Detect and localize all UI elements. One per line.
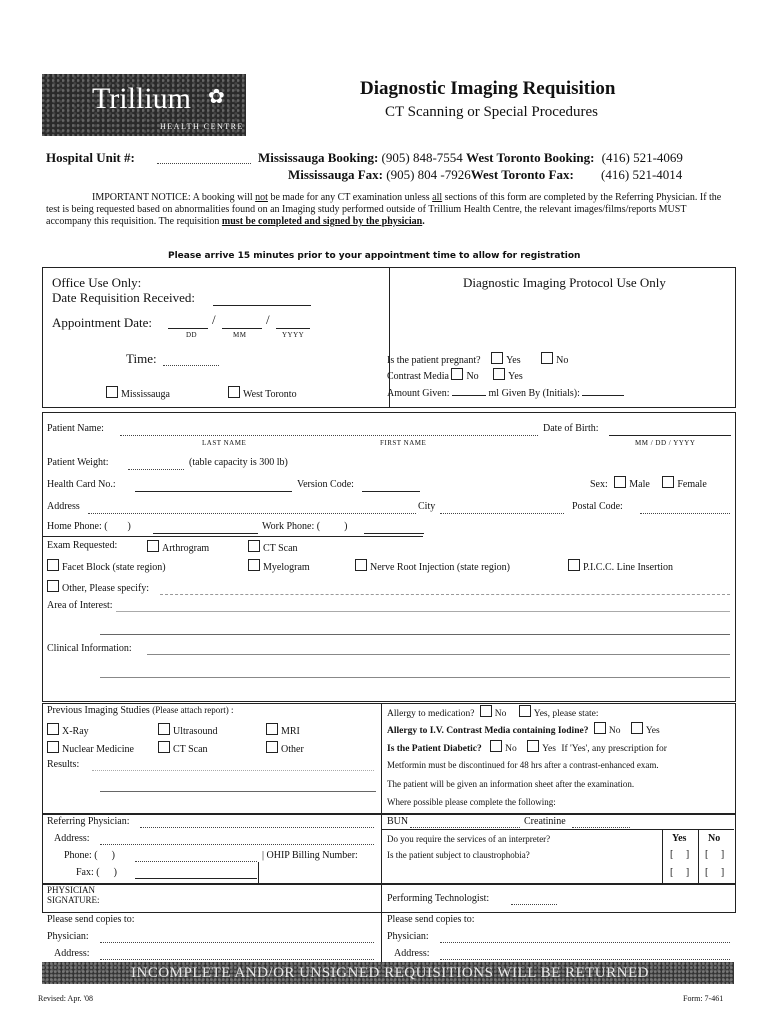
info-sheet-note: The patient will be given an information sheet after the examination. <box>387 779 635 789</box>
postal-label: Postal Code: <box>572 501 623 512</box>
ohip-label: | OHIP Billing Number: <box>262 850 358 861</box>
diabetic-tail: If 'Yes', any prescription for <box>561 744 667 754</box>
copies-right-physician: Physician: <box>387 931 429 942</box>
health-card-label: Health Card No.: <box>47 479 116 490</box>
yesno-col-divider-2 <box>698 829 699 883</box>
date-received-label: Date Requisition Received: <box>52 290 195 305</box>
ohip-text: OHIP Billing Number: <box>266 850 358 861</box>
contrast-label: Contrast Media <box>387 371 449 382</box>
dd-caption: DD <box>186 331 198 339</box>
prev-ultrasound[interactable] <box>158 723 217 737</box>
hospital-unit-field[interactable] <box>157 150 251 164</box>
paren: ) <box>111 850 115 861</box>
city-label: City <box>418 501 436 512</box>
home-phone-label <box>47 521 131 532</box>
prev-other-label: Other <box>281 744 304 755</box>
nerve-label: Nerve Root Injection (state region) <box>370 562 510 573</box>
amount-field[interactable] <box>452 385 486 396</box>
page-title: Diagnostic Imaging Requisition <box>360 78 616 99</box>
copies-left-physician-field[interactable] <box>100 933 374 943</box>
postal-field[interactable] <box>640 502 730 514</box>
ref-phone-text: Phone: ( <box>64 850 98 861</box>
diabetic-no-checkbox[interactable] <box>490 740 502 752</box>
yes-col-header: Yes <box>672 833 687 844</box>
copies-right-address-field[interactable] <box>440 950 730 960</box>
claustro-no-mark[interactable]: [ ] <box>705 867 725 878</box>
notice-text-1: A booking will <box>190 192 256 203</box>
allergy-contrast-label: Allergy to I.V. Contrast Media containing Iodine? <box>387 726 589 736</box>
weight-note: (table capacity is 300 lb) <box>189 457 288 468</box>
yes-label: Yes <box>542 744 556 754</box>
logo-name: Trillium <box>92 82 191 115</box>
prev-ctscan-label: CT Scan <box>173 744 208 755</box>
protocol-title: Diagnostic Imaging Protocol Use Only <box>463 275 666 290</box>
wt-fax: (416) 521-4014 <box>601 167 683 182</box>
miss-fax: (905) 804 -7926 <box>386 167 471 182</box>
fax-divider <box>258 862 259 883</box>
patient-name-label: Patient Name: <box>47 423 104 434</box>
male-label: Male <box>629 479 650 490</box>
interpreter-yes-mark[interactable]: [ ] <box>670 849 690 860</box>
sex-label: Sex: <box>590 479 608 490</box>
prev-other[interactable] <box>266 741 304 755</box>
picc-label: P.I.C.C. Line Insertion <box>583 562 673 573</box>
yes-label: Yes <box>645 726 660 736</box>
miss-booking: (905) 848-7554 <box>381 150 463 165</box>
checkbox[interactable] <box>106 386 118 398</box>
ref-fax-label <box>76 867 117 878</box>
creatinine-label: Creatinine <box>524 816 566 827</box>
facet-label: Facet Block (state region) <box>62 562 166 573</box>
given-by-field[interactable] <box>582 385 624 396</box>
no-label: No <box>608 726 621 736</box>
time-label: Time: <box>126 351 157 366</box>
notice-lead: IMPORTANT NOTICE: <box>92 192 191 203</box>
prev-ctscan[interactable] <box>158 741 208 755</box>
notice-must: must be completed and signed by the physician <box>221 216 423 227</box>
work-phone-field[interactable] <box>364 522 424 534</box>
contrast-yes-checkbox[interactable] <box>493 368 505 380</box>
technologist-label: Performing Technologist: <box>387 893 490 904</box>
wt-booking-label: West Toronto Booking: <box>466 150 595 165</box>
dob-label: Date of Birth: <box>543 423 599 434</box>
previous-title <box>47 705 234 716</box>
appt-dd-field[interactable] <box>168 314 208 329</box>
exam-arthrogram[interactable] <box>147 540 209 554</box>
checkbox[interactable] <box>47 580 59 592</box>
fax-lines <box>288 167 682 183</box>
date-received-field[interactable] <box>213 291 311 306</box>
checkbox[interactable] <box>568 559 580 571</box>
slash: / <box>266 312 270 327</box>
page-subtitle: CT Scanning or Special Procedures <box>385 104 599 120</box>
time-field[interactable] <box>163 352 219 366</box>
bun-label: BUN <box>387 816 409 827</box>
diabetic-label: Is the Patient Diabetic? <box>387 744 482 754</box>
mm-caption: MM <box>233 331 247 339</box>
site-wt-label: West Toronto <box>243 389 297 400</box>
divider <box>43 536 423 537</box>
ref-phone-label <box>64 850 115 861</box>
clinical-label: Clinical Information: <box>47 643 132 654</box>
sig-line-1: PHYSICIAN <box>47 885 96 895</box>
ref-fax-text: Fax: ( <box>76 867 100 878</box>
exam-myelogram[interactable] <box>248 559 310 573</box>
booking-lines <box>258 150 683 166</box>
dob-field[interactable] <box>609 424 731 436</box>
dob-format-caption: MM / DD / YYYY <box>635 439 696 447</box>
checkbox[interactable] <box>266 741 278 753</box>
appt-date-label: Appointment Date: <box>52 315 153 330</box>
ref-address-label: Address: <box>54 833 90 844</box>
exam-other[interactable] <box>47 580 149 594</box>
checkbox[interactable] <box>355 559 367 571</box>
area-line-2 <box>100 634 730 635</box>
ctscan-label: CT Scan <box>263 543 298 554</box>
referring-label: Referring Physician: <box>47 816 130 827</box>
notice-not: not <box>255 192 268 203</box>
no-label: No <box>505 744 517 754</box>
ref-address-field[interactable] <box>100 835 374 845</box>
checkbox[interactable] <box>228 386 240 398</box>
allergy-med-yes-checkbox[interactable] <box>519 705 531 717</box>
home-phone-text: Home Phone: ( <box>47 521 108 532</box>
allergy-contrast-yes-checkbox[interactable] <box>631 722 643 734</box>
checkbox[interactable] <box>47 559 59 571</box>
miss-booking-label: Mississauga Booking: <box>258 150 379 165</box>
address-label: Address <box>47 501 80 512</box>
hospital-unit-label: Hospital Unit #: <box>46 150 135 165</box>
paren: ) <box>127 521 131 532</box>
myelogram-label: Myelogram <box>263 562 310 573</box>
xray-label: X-Ray <box>62 726 89 737</box>
weight-field[interactable] <box>128 458 184 470</box>
female-label: Female <box>677 479 707 490</box>
ref-fax-field[interactable] <box>135 869 257 879</box>
contrast-row <box>387 368 523 382</box>
notice-text-3: sections of this form are completed by the Referring Physician. If the test is being requested based on abnormalities found on an Imaging study performed outside of Trillium Health Centre, the relevant images/films/reports MUST accompany this requisition. The requisition <box>46 192 722 227</box>
first-name-caption: FIRST NAME <box>380 439 427 447</box>
bun-field[interactable] <box>410 818 520 828</box>
previous-title-text: Previous Imaging Studies <box>47 705 150 716</box>
ultrasound-label: Ultrasound <box>173 726 218 737</box>
mri-label: MRI <box>281 726 300 737</box>
wt-booking: (416) 521-4069 <box>601 150 683 165</box>
clinical-line-2 <box>100 677 730 678</box>
prev-nuclear[interactable] <box>47 741 134 755</box>
ml-label: ml <box>488 388 500 399</box>
checkbox[interactable] <box>158 723 170 735</box>
checkbox[interactable] <box>248 559 260 571</box>
important-notice <box>46 192 730 228</box>
site-miss-label: Mississauga <box>121 389 170 400</box>
yes-label: Yes <box>506 355 521 366</box>
prev-xray[interactable] <box>47 723 89 737</box>
health-card-field[interactable] <box>135 480 292 492</box>
logo-sub: HEALTH CENTRE <box>160 122 244 131</box>
interpreter-question: Do you require the services of an interpreter? <box>387 834 551 844</box>
copies-left-address-field[interactable] <box>100 950 374 960</box>
metformin-note: Metformin must be discontinued for 48 hrs after a contrast-enhanced exam. <box>387 760 659 770</box>
checkbox[interactable] <box>47 741 59 753</box>
city-field[interactable] <box>440 502 564 514</box>
diabetic-yes-checkbox[interactable] <box>527 740 539 752</box>
form-number: Form: 7-461 <box>683 994 724 1003</box>
where-possible-note: Where possible please complete the following: <box>387 797 556 807</box>
yes-label: Yes <box>508 371 523 382</box>
bun-divider <box>381 829 734 830</box>
appt-yyyy-field[interactable] <box>276 314 310 329</box>
wt-fax-label: West Toronto Fax: <box>470 167 574 182</box>
home-phone-field[interactable] <box>153 522 258 534</box>
patient-box <box>42 412 736 702</box>
other-field[interactable] <box>160 585 730 595</box>
allergy-contrast-row <box>387 722 660 736</box>
allergy-med-row <box>387 705 599 719</box>
yesno-col-divider <box>662 829 663 883</box>
sig-line-2: SIGNATURE: <box>47 895 100 905</box>
work-phone-label <box>262 521 347 532</box>
leaf-icon: ✿ <box>208 86 225 108</box>
copies-right-title: Please send copies to: <box>387 914 475 925</box>
notice-end: . <box>422 216 425 227</box>
checkbox[interactable] <box>248 540 260 552</box>
arthrogram-label: Arthrogram <box>162 543 210 554</box>
area-label: Area of Interest: <box>47 600 113 611</box>
exam-label: Exam Requested: <box>47 540 118 551</box>
checkbox[interactable] <box>158 741 170 753</box>
allergy-contrast-no-checkbox[interactable] <box>594 722 606 734</box>
last-name-caption: LAST NAME <box>202 439 247 447</box>
copies-right-physician-field[interactable] <box>440 933 730 943</box>
pregnant-label: Is the patient pregnant? <box>387 355 481 366</box>
paren: ) <box>344 521 348 532</box>
no-col-header: No <box>708 833 721 844</box>
copies-left-title: Please send copies to: <box>47 914 135 925</box>
pregnant-yes-checkbox[interactable] <box>491 352 503 364</box>
creatinine-field[interactable] <box>572 818 630 828</box>
arrive-note: Please arrive 15 minutes prior to your appointment time to allow for registration <box>168 251 581 261</box>
nuclear-label: Nuclear Medicine <box>62 744 134 755</box>
no-label: No <box>466 371 479 382</box>
ref-phone-field[interactable] <box>135 852 257 862</box>
miss-fax-label: Mississauga Fax: <box>288 167 383 182</box>
checkbox[interactable] <box>266 723 278 735</box>
version-field[interactable] <box>362 480 420 492</box>
copies-left-physician: Physician: <box>47 931 89 942</box>
results-label: Results: <box>47 759 80 770</box>
slash: / <box>212 312 216 327</box>
results-line-2 <box>100 791 376 792</box>
pregnant-row <box>387 352 568 366</box>
other-label: Other, Please specify: <box>62 583 150 594</box>
copies-right-address: Address: <box>394 948 430 959</box>
male-checkbox[interactable] <box>614 476 626 488</box>
diabetic-row <box>387 740 667 754</box>
version-label: Version Code: <box>297 479 354 490</box>
area-field[interactable] <box>116 602 730 612</box>
interpreter-no-mark[interactable]: [ ] <box>705 849 725 860</box>
female-checkbox[interactable] <box>662 476 674 488</box>
site-wt-option[interactable] <box>228 386 297 400</box>
contrast-no-checkbox[interactable] <box>451 368 463 380</box>
exam-facet[interactable] <box>47 559 166 573</box>
revised-date: Revised: Apr. '08 <box>38 994 93 1003</box>
patient-name-field[interactable] <box>120 424 538 436</box>
exam-ctscan[interactable] <box>248 540 298 554</box>
clinical-field[interactable] <box>147 645 730 655</box>
appt-mm-field[interactable] <box>222 314 262 329</box>
yyyy-caption: YYYY <box>282 331 305 339</box>
yes-state-label: Yes, please state: <box>533 709 599 719</box>
office-title: Office Use Only: <box>52 275 142 290</box>
weight-label: Patient Weight: <box>47 457 109 468</box>
prev-mri[interactable] <box>266 723 300 737</box>
claustrophobia-question: Is the patient subject to claustrophobia? <box>387 850 530 860</box>
paren: ) <box>113 867 117 878</box>
exam-picc[interactable] <box>568 559 673 573</box>
site-miss-option[interactable] <box>106 386 170 400</box>
amount-label: Amount Given: <box>387 388 450 399</box>
notice-text-2: be made for any CT examination unless <box>267 192 433 203</box>
allergy-med-label: Allergy to medication? <box>387 709 475 719</box>
exam-nerve[interactable] <box>355 559 510 573</box>
work-phone-text: Work Phone: ( <box>262 521 321 532</box>
pregnant-no-checkbox[interactable] <box>541 352 553 364</box>
previous-note: (Please attach report) : <box>152 705 234 715</box>
referring-field[interactable] <box>140 818 374 828</box>
notice-all: all <box>432 192 443 203</box>
technologist-field[interactable] <box>511 895 557 905</box>
warning-banner-text: INCOMPLETE AND/OR UNSIGNED REQUISITIONS WILL BE RETURNED <box>131 965 649 981</box>
no-label: No <box>494 709 507 719</box>
given-by-label: Given By (Initials): <box>501 388 580 399</box>
no-label: No <box>556 355 569 366</box>
address-field[interactable] <box>88 502 416 514</box>
checkbox[interactable] <box>147 540 159 552</box>
trillium-logo <box>42 74 246 136</box>
checkbox[interactable] <box>47 723 59 735</box>
amount-row <box>387 385 624 399</box>
physician-sig-label <box>47 885 100 905</box>
results-field[interactable] <box>92 761 374 771</box>
copies-left-address: Address: <box>54 948 90 959</box>
claustro-yes-mark[interactable]: [ ] <box>670 867 690 878</box>
sex-row <box>590 476 707 490</box>
allergy-med-no-checkbox[interactable] <box>480 705 492 717</box>
